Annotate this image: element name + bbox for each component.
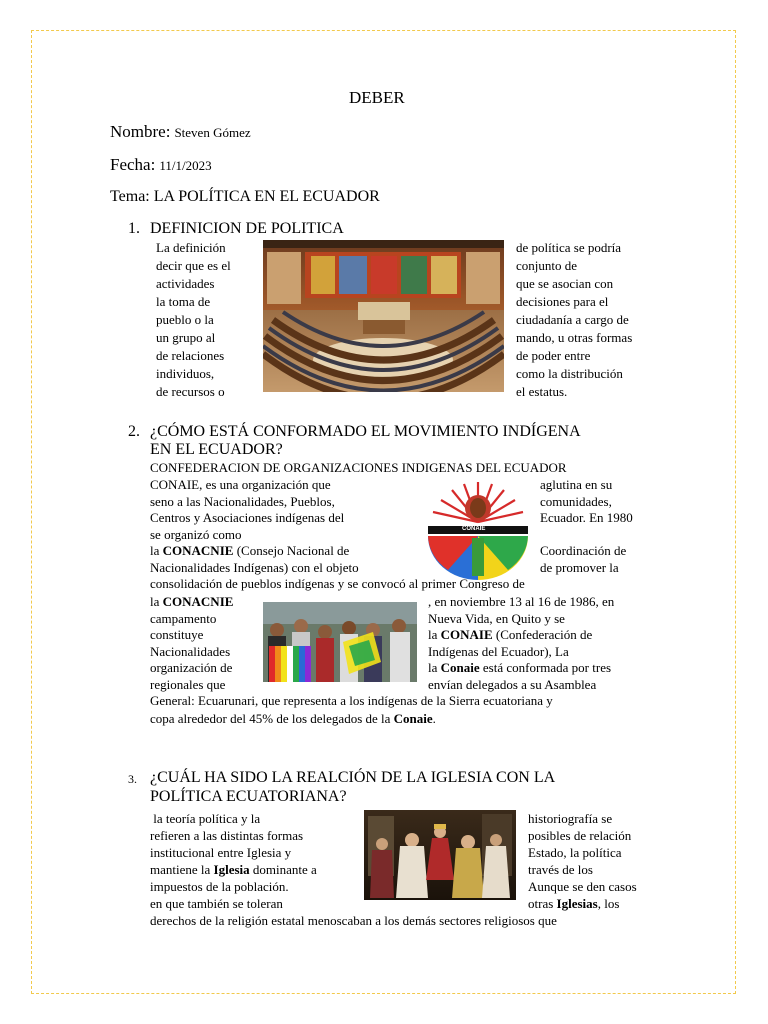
text-line: regionales que <box>150 676 226 692</box>
text-line: posibles de relación <box>528 828 632 843</box>
section2-full-line: copa alrededor del 45% de los delegados de la Conaie. <box>150 711 436 726</box>
text-line: Centros y Asociaciones indígenas del <box>150 510 345 525</box>
section3-heading-line1: ¿CUÁL HA SIDO LA REALCIÓN DE LA IGLESIA CON LA <box>150 769 556 786</box>
tema-value: LA POLÍTICA EN EL ECUADOR <box>153 188 380 205</box>
text-line: la toma de <box>156 294 211 309</box>
text-line: la Conaie está conformada por tres <box>428 660 612 675</box>
text-line: decir que es el <box>156 258 231 273</box>
tema-line <box>110 188 380 206</box>
text-line: Coordinación de <box>540 543 627 558</box>
fecha-label: Fecha: <box>110 155 156 174</box>
text-line: mando, u otras formas <box>516 330 633 345</box>
section1-left-column <box>156 239 231 401</box>
text-line: en que también se toleran <box>150 896 283 911</box>
text-line: Estado, la política <box>528 845 622 860</box>
text-line: , en noviembre 13 al 16 de 1986, en <box>428 594 615 609</box>
conaie-logo <box>426 478 530 582</box>
text-line: decisiones para el <box>516 294 609 309</box>
section2-right-block2 <box>428 594 614 693</box>
text-line: que se asocian con <box>516 276 614 291</box>
conaie-term: Conaie <box>393 711 433 726</box>
text-line: refieren a las distintas formas <box>150 828 304 843</box>
text-line: de poder entre <box>516 348 591 363</box>
section2-left-block1 <box>150 477 359 576</box>
conaie-term: CONAIE <box>440 627 493 642</box>
text-line: se organizó como <box>150 526 242 542</box>
conaie-term: Conaie <box>440 660 480 675</box>
text-line: envían delegados a su Asamblea <box>428 676 597 692</box>
text-line: mantiene la Iglesia dominante a <box>150 862 317 877</box>
section2-right-block1 <box>540 477 633 576</box>
text-line: la CONACNIE (Consejo Nacional de <box>150 543 350 558</box>
section2-heading-line2: EN EL ECUADOR? <box>150 441 283 458</box>
section2-number: 2. <box>128 423 140 440</box>
text-line: la CONACNIE <box>150 594 234 609</box>
conacnie-term: CONACNIE <box>162 543 234 558</box>
section3-full-line: derechos de la religión estatal menoscaban a los demás sectores religiosos que <box>150 913 557 928</box>
text-line: La definición <box>156 240 226 255</box>
text-line: Nacionalidades <box>150 643 231 659</box>
coronation-painting <box>364 810 516 900</box>
text-line: organización de <box>150 660 233 675</box>
text-line: Nacionalidades Indígenas) con el objeto <box>150 559 359 575</box>
text-line: de promover la <box>540 559 619 575</box>
text-line: la teoría política y la <box>150 811 261 826</box>
text-line: un grupo al <box>156 330 216 345</box>
text-line: historiografía se <box>528 811 613 826</box>
text-line: institucional entre Iglesia y <box>150 845 292 860</box>
text-line: CONAIE, es una organización que <box>150 477 331 492</box>
text-line: través de los <box>528 862 593 877</box>
iglesia-term: Iglesia <box>213 862 250 877</box>
text-line: como la distribución <box>516 366 623 381</box>
section2-left-block2 <box>150 594 233 693</box>
tema-label: Tema: <box>110 188 150 205</box>
section2-heading-line1: ¿CÓMO ESTÁ CONFORMADO EL MOVIMIENTO INDÍGENA <box>150 423 581 440</box>
text-line: campamento <box>150 610 217 626</box>
text-line: seno a las Nacionalidades, Pueblos, <box>150 493 335 509</box>
section2-full-line: consolidación de pueblos indígenas y se convocó al primer Congreso de <box>150 576 525 591</box>
conaie-logo-text: CONAIE <box>462 526 486 532</box>
text-line: conjunto de <box>516 258 578 273</box>
conacnie-term: CONACNIE <box>162 594 234 609</box>
section3-heading-line2: POLÍTICA ECUATORIANA? <box>150 788 347 805</box>
text-line: aglutina en su <box>540 477 613 492</box>
text-line: Ecuador. En 1980 <box>540 510 633 525</box>
text-line: comunidades, <box>540 493 612 509</box>
section2-full-line: General: Ecuarunari, que representa a los indígenas de la Sierra ecuatoriana y <box>150 693 553 708</box>
page-title: DEBER <box>349 88 405 107</box>
assembly-hall-photo <box>263 240 504 392</box>
section2-full-line: CONFEDERACION DE ORGANIZACIONES INDIGENAS DEL ECUADOR <box>150 460 567 475</box>
text-line: individuos, <box>156 366 215 381</box>
text-line: ciudadanía a cargo de <box>516 312 629 327</box>
text-line: el estatus. <box>516 384 568 399</box>
iglesias-term: Iglesias <box>556 896 598 911</box>
text-line: Indígenas del Ecuador), La <box>428 643 569 659</box>
text-line: de relaciones <box>156 348 225 363</box>
text-line: constituye <box>150 627 204 642</box>
section1-number: 1. <box>128 220 140 237</box>
nombre-value: Steven Gómez <box>174 125 251 140</box>
text-line: de política se podría <box>516 240 622 255</box>
section3-left-column <box>150 810 317 912</box>
text-line: Aunque se den casos <box>528 879 637 894</box>
fecha-value: 11/1/2023 <box>159 158 212 173</box>
nombre-label: Nombre: <box>110 122 171 141</box>
indigenous-march-photo <box>263 602 417 682</box>
text-line: actividades <box>156 276 215 291</box>
text-line: otras Iglesias, los <box>528 896 620 911</box>
text-line: pueblo o la <box>156 312 214 327</box>
text-line: de recursos o <box>156 384 225 399</box>
nombre-line <box>110 122 251 142</box>
section1-heading: DEFINICION DE POLITICA <box>150 220 344 237</box>
text-line: Nueva Vida, en Quito y se <box>428 610 565 626</box>
section1-right-column <box>516 239 632 401</box>
text-line: la CONAIE (Confederación de <box>428 627 593 642</box>
fecha-line <box>110 155 212 175</box>
section3-number: 3. <box>128 772 137 786</box>
text-line: impuestos de la población. <box>150 879 289 894</box>
section3-right-column <box>528 810 637 912</box>
